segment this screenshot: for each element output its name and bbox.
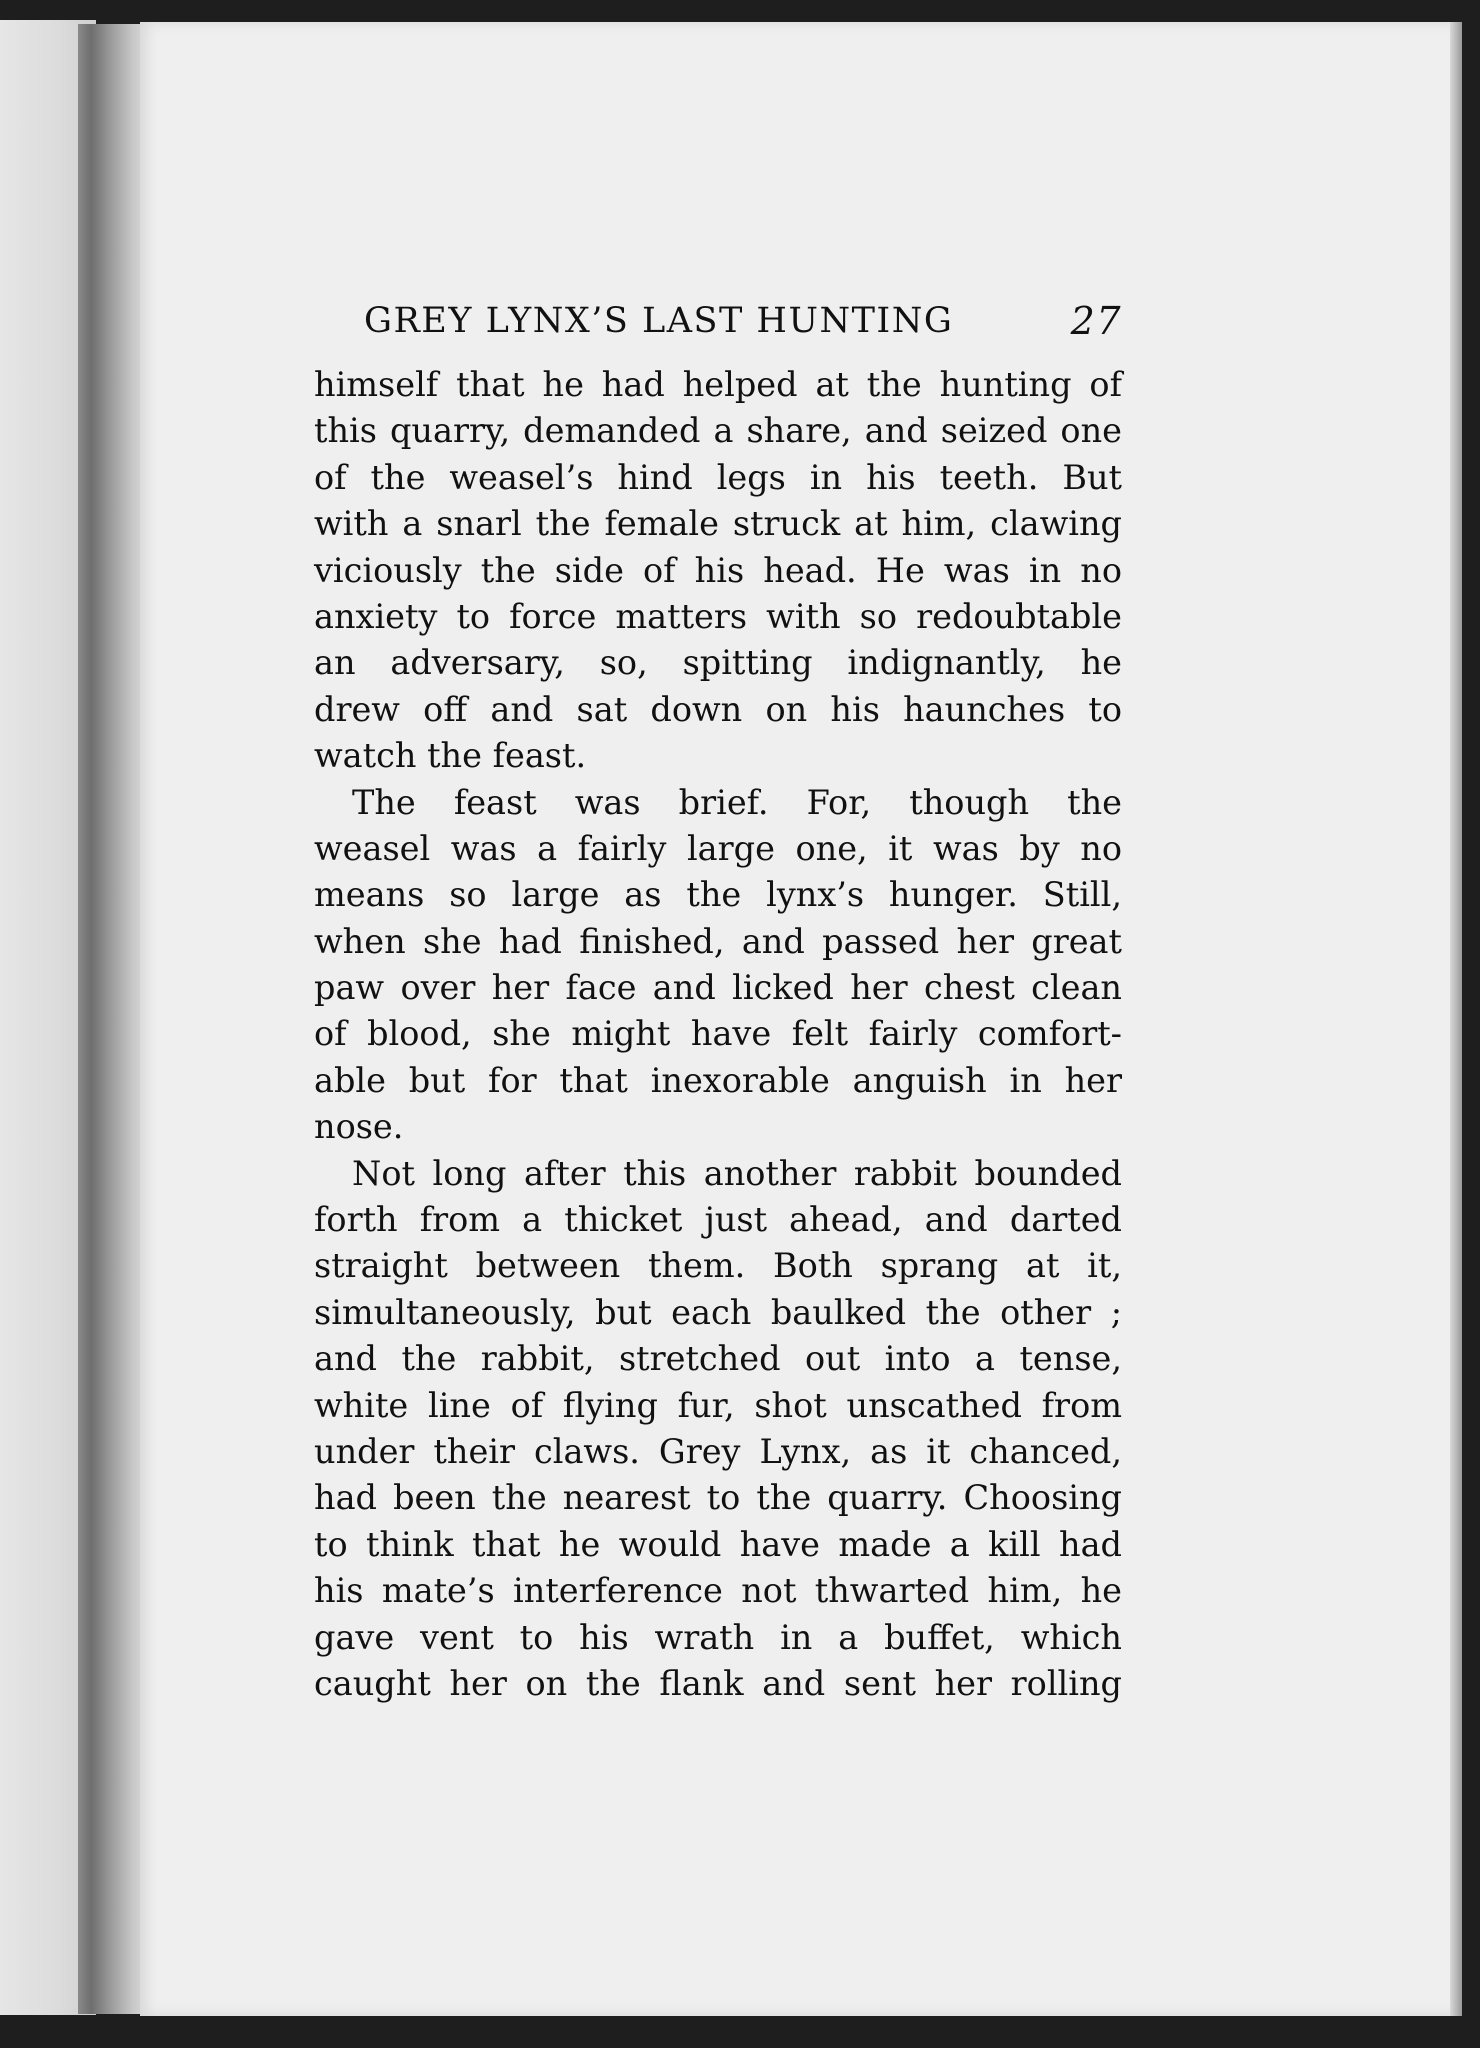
- text-line: his mate’s interference not thwarted him, he: [314, 1571, 1122, 1611]
- text-line: paw over her face and licked her chest clean: [314, 968, 1122, 1008]
- text-line: Not long after this another rabbit bounded: [352, 1153, 1122, 1193]
- text-line: simultaneously, but each baulked the other ;: [314, 1292, 1122, 1332]
- text-line: nose.: [314, 1107, 404, 1147]
- running-head-title: GREY LYNX’S LAST HUNTING: [364, 301, 954, 341]
- text-line: himself that he had helped at the hunting of: [314, 365, 1122, 404]
- text-line: had been the nearest to the quarry. Choosing: [314, 1478, 1122, 1518]
- text-line: watch the feast.: [314, 736, 587, 776]
- text-line: of the weasel’s hind legs in his teeth. But: [314, 457, 1122, 497]
- page-number: 27: [1070, 299, 1122, 343]
- right-page-edge: [1450, 22, 1462, 2016]
- body-text: [314, 362, 1122, 1707]
- text-line: The feast was brief. For, though the: [352, 782, 1122, 822]
- paragraph: [314, 1151, 1122, 1708]
- text-line: with a snarl the female struck at him, clawing: [314, 504, 1122, 544]
- text-line: to think that he would have made a kill had: [314, 1524, 1122, 1564]
- text-line: gave vent to his wrath in a buffet, which: [314, 1617, 1122, 1657]
- text-line: caught her on the flank and sent her rolling: [314, 1663, 1122, 1703]
- text-line: of blood, she might have felt fairly comfort-: [314, 1014, 1122, 1054]
- text-line: this quarry, demanded a share, and seized one: [314, 411, 1122, 451]
- page-text-block: [314, 290, 1122, 1707]
- paragraph: [314, 362, 1122, 780]
- text-line: under their claws. Grey Lynx, as it chanced,: [314, 1431, 1122, 1471]
- text-line: an adversary, so, spitting indignantly, he: [314, 643, 1122, 683]
- text-line: viciously the side of his head. He was in no: [314, 550, 1122, 590]
- running-head: [314, 290, 1122, 352]
- text-line: drew off and sat down on his haunches to: [314, 689, 1122, 729]
- text-line: anxiety to force matters with so redoubtable: [314, 596, 1122, 636]
- text-line: forth from a thicket just ahead, and darted: [314, 1200, 1122, 1240]
- text-line: weasel was a fairly large one, it was by no: [314, 828, 1122, 868]
- paragraph: [314, 780, 1122, 1151]
- text-line: when she had finished, and passed her great: [314, 921, 1122, 961]
- text-line: able but for that inexorable anguish in her: [314, 1060, 1122, 1100]
- text-line: white line of flying fur, shot unscathed from: [314, 1385, 1122, 1425]
- text-line: straight between them. Both sprang at it,: [314, 1246, 1122, 1286]
- text-line: means so large as the lynx’s hunger. Still,: [314, 875, 1122, 915]
- text-line: and the rabbit, stretched out into a tense,: [314, 1339, 1122, 1379]
